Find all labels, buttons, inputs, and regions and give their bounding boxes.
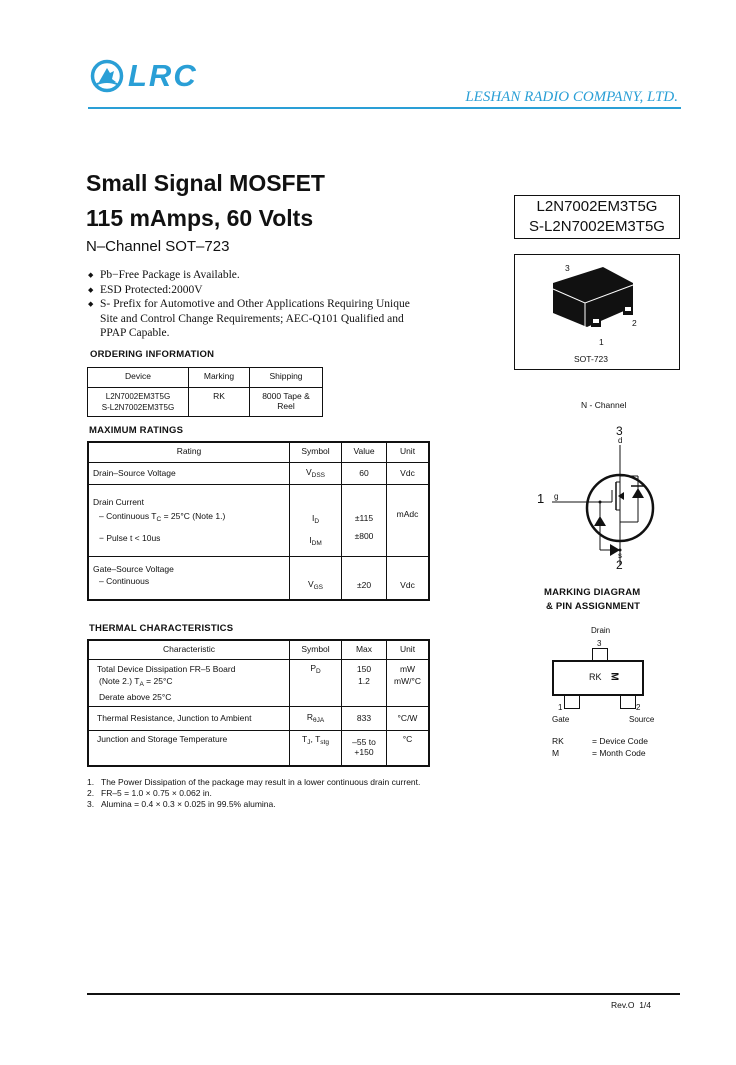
symbol-cell: $P_D$ xyxy=(290,659,342,706)
col-header: Device xyxy=(88,368,189,388)
package-box xyxy=(514,254,680,370)
product-subtitle: N–Channel SOT–723 xyxy=(86,238,230,255)
device-name: S-L2N7002EM3T5G xyxy=(101,403,175,412)
ordering-table xyxy=(87,367,323,417)
symbol-cell: $V_{GS}$ xyxy=(290,556,342,600)
col-header: Characteristic xyxy=(88,640,290,659)
unit-cell: mW mW/°C xyxy=(387,659,430,706)
max-ratings-table xyxy=(87,441,430,601)
pin-label: 3 xyxy=(565,263,570,273)
max-cell: 833 xyxy=(342,706,387,730)
unit-cell: Vdc xyxy=(387,556,430,600)
pin-label: 3 xyxy=(597,639,602,648)
unit-cell: °C/W xyxy=(387,706,430,730)
source-letter: s xyxy=(618,551,622,560)
month-code: M xyxy=(608,672,620,681)
marking-heading: MARKING DIAGRAM xyxy=(544,587,641,598)
table-row xyxy=(88,556,429,600)
thermal-heading: THERMAL CHARACTERISTICS xyxy=(89,623,234,634)
source-pin-number: 2 xyxy=(616,558,623,572)
col-header: Unit xyxy=(387,640,430,659)
footer-divider xyxy=(87,993,680,995)
package-name: SOT-723 xyxy=(574,354,609,364)
max-cell: –55 to +150 xyxy=(342,730,387,766)
drain-label: Drain xyxy=(591,626,611,635)
marking-legend xyxy=(552,735,648,759)
legend-row: RK = Device Code xyxy=(552,736,648,746)
feature-item: ◆ Pb−Free Package is Available. xyxy=(88,268,428,283)
footnote: 1. The Power Dissipation of the package may result in a lower continuous drain current. xyxy=(87,777,421,787)
symbol-cell: $V_{DSS}$ xyxy=(290,462,342,484)
footnote: 2. FR–5 = 1.0 × 0.75 × 0.062 in. xyxy=(87,788,212,798)
device-code: RK xyxy=(589,672,602,682)
value-cell: 60 xyxy=(342,462,387,484)
sot723-package-icon xyxy=(515,255,678,368)
col-header: Rating xyxy=(88,442,290,462)
part-number-box xyxy=(514,195,680,239)
product-title: Small Signal MOSFET xyxy=(86,170,325,196)
table-row xyxy=(88,730,429,766)
col-header: Value xyxy=(342,442,387,462)
drain-letter: d xyxy=(618,436,623,445)
table-row xyxy=(88,484,429,556)
pin-label: 1 xyxy=(599,337,604,347)
gate-label: Gate xyxy=(552,715,570,724)
gate-pin-number: 1 xyxy=(537,491,545,506)
feature-list xyxy=(88,268,428,341)
thermal-table xyxy=(87,639,430,767)
device-cell xyxy=(88,388,189,417)
table-row xyxy=(88,462,429,484)
unit-cell: mAdc xyxy=(387,484,430,556)
char-cell: Total Device Dissipation FR–5 Board (Note 2.) $T_A = 25^\circ C$ Derate above 25°C xyxy=(88,659,290,706)
gate-pin xyxy=(564,696,580,709)
company-name: LESHAN RADIO COMPANY, LTD. xyxy=(465,89,678,105)
header-divider xyxy=(88,107,681,109)
col-header: Symbol xyxy=(290,640,342,659)
mosfet-schematic-icon xyxy=(530,420,680,580)
source-pin xyxy=(620,696,636,709)
pin-label: 1 xyxy=(558,703,563,712)
symbol-cell: $T_J$, $T_{stg}$ xyxy=(290,730,342,766)
col-header: Symbol xyxy=(290,442,342,462)
symbol-cell: $I_D$ $I_{DM}$ xyxy=(290,484,342,556)
table-row xyxy=(88,706,429,730)
product-rating-title: 115 mAmps, 60 Volts xyxy=(86,205,314,231)
max-ratings-heading: MAXIMUM RATINGS xyxy=(89,425,184,436)
pin-label: 2 xyxy=(636,703,641,712)
footnote: 3. Alumina = 0.4 × 0.3 × 0.025 in 99.5% alumina. xyxy=(87,799,276,809)
package-body xyxy=(552,660,644,696)
col-header: Max xyxy=(342,640,387,659)
table-row xyxy=(88,388,323,417)
part-number: L2N7002EM3T5G xyxy=(536,198,658,215)
drain-pin-number: 3 xyxy=(616,424,623,438)
value-cell: ±20 xyxy=(342,556,387,600)
footnotes xyxy=(87,777,437,810)
company-logo xyxy=(90,58,198,94)
value-cell: ±115 ±800 xyxy=(342,484,387,556)
revision: Rev.O xyxy=(611,1000,635,1010)
col-header: Unit xyxy=(387,442,430,462)
legend-row: M = Month Code xyxy=(552,748,646,758)
symbol-cell: $R_{\theta JA}$ xyxy=(290,706,342,730)
source-label: Source xyxy=(629,715,655,724)
page-number: 1/4 xyxy=(639,1000,652,1010)
feature-item: ◆ ESD Protected:2000V xyxy=(88,283,428,298)
unit-cell: Vdc xyxy=(387,462,430,484)
marking-cell: RK xyxy=(189,388,250,417)
gate-letter: g xyxy=(554,492,559,501)
col-header: Shipping xyxy=(250,368,323,388)
rating-cell: Drain–Source Voltage xyxy=(88,462,290,484)
feature-item: ◆ S- Prefix for Automotive and Other Applications Requiring Unique Site and Control Change Requirements; AEC-Q101 Qualified and PPAP Capable. xyxy=(88,297,428,341)
revision-info xyxy=(611,1000,651,1010)
ordering-heading: ORDERING INFORMATION xyxy=(90,349,215,360)
char-cell: Thermal Resistance, Junction to Ambient xyxy=(88,706,290,730)
unit-cell: °C xyxy=(387,730,430,766)
shipping-cell: 8000 Tape & Reel xyxy=(250,388,323,417)
logo-text: LRC xyxy=(128,58,198,93)
table-row xyxy=(88,659,429,706)
rating-cell: Gate–Source Voltage – Continuous xyxy=(88,556,290,600)
lrc-logo-icon xyxy=(90,59,124,93)
rating-cell: Drain Current – Continuous $T_C = 25^\circ C$ (Note 1.) − Pulse t < 10us xyxy=(88,484,290,556)
pin-assignment-heading: & PIN ASSIGNMENT xyxy=(546,601,641,612)
device-name: L2N7002EM3T5G xyxy=(105,392,171,401)
pin-label: 2 xyxy=(632,318,637,328)
col-header: Marking xyxy=(189,368,250,388)
char-cell: Junction and Storage Temperature xyxy=(88,730,290,766)
channel-label: N - Channel xyxy=(581,400,627,410)
part-number: S-L2N7002EM3T5G xyxy=(529,218,665,235)
max-cell: 150 1.2 xyxy=(342,659,387,706)
